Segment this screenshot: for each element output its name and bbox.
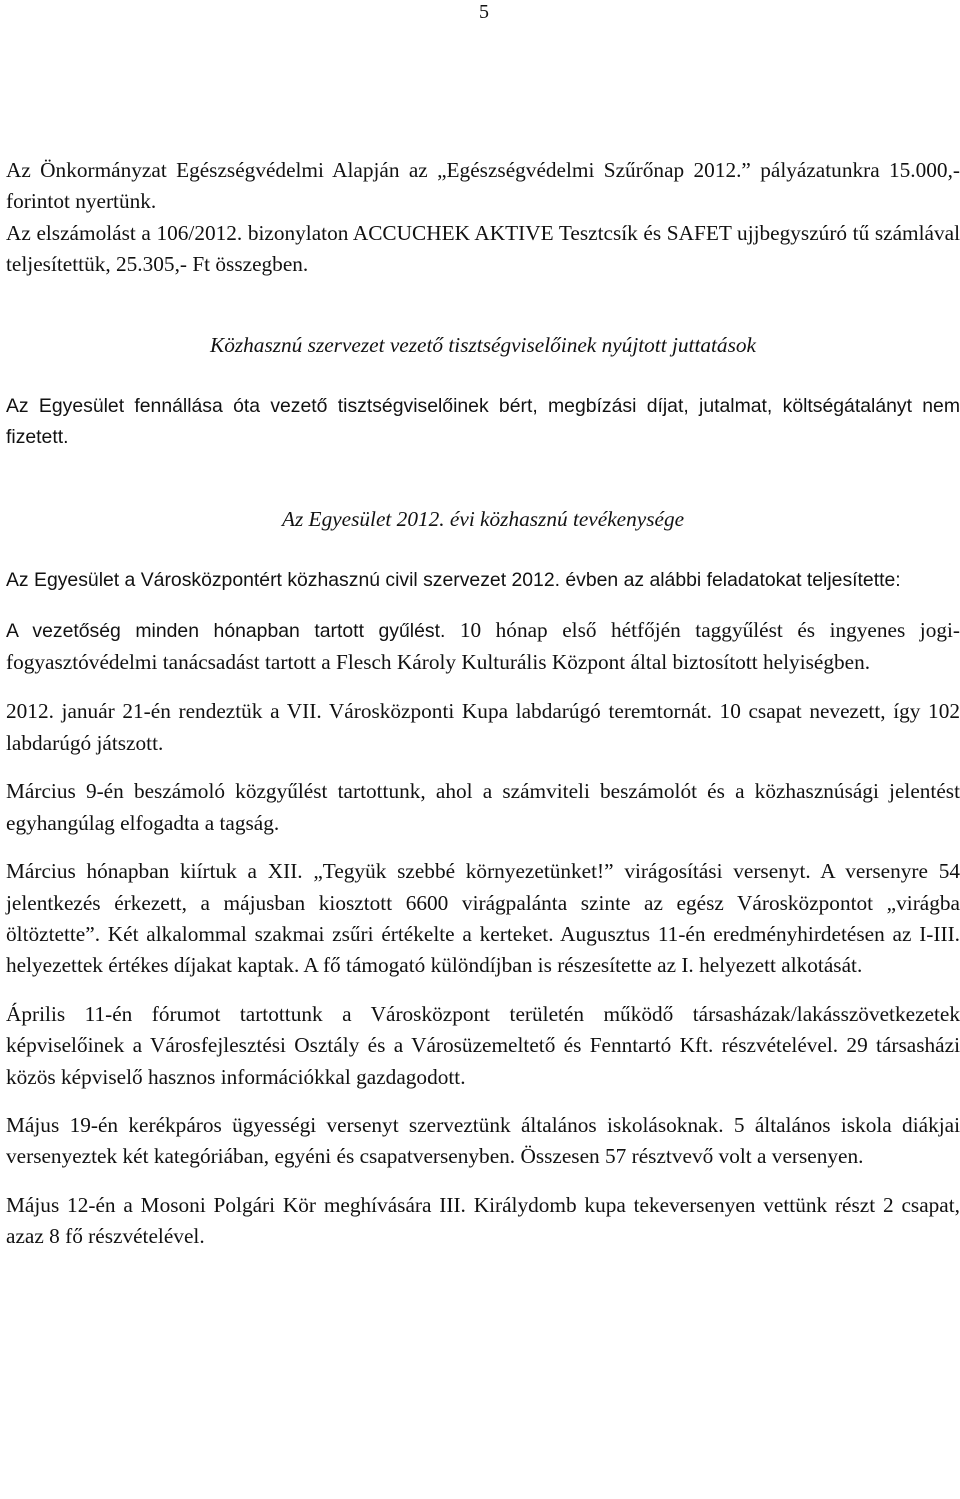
activity-meetings-lead: A vezetőség minden hónapban tartott gyűlést. <box>6 619 446 642</box>
activity-paragraph-bicycle-contest: Május 19-én kerékpáros ügyességi versenyt szerveztünk általános iskolásoknak. 5 általános iskola diákjai versenyeztek két kategóriában, egyéni és csapatversenyben. Összesen 57 résztvevő volt a versenyen. <box>6 1112 960 1169</box>
activities-intro-paragraph: Az Egyesület a Városközpontért közhasznú civil szervezet 2012. évben az alábbi feladatokat teljesítette: <box>6 569 901 592</box>
page-number: 5 <box>479 1 489 23</box>
activity-paragraph-bowling: Május 12-én a Mosoni Polgári Kör meghívására III. Királydomb kupa tekeversenyen vettünk részt 2 csapat, azaz 8 fő részvételével. <box>6 1192 960 1249</box>
intro-paragraph-1: Az Önkormányzat Egészségvédelmi Alapján az „Egészségvédelmi Szűrőnap 2012.” pályázatunkra 15.000,- forintot nyertünk. <box>6 158 960 214</box>
intro-paragraph-2: Az elszámolást a 106/2012. bizonylaton ACCUCHEK AKTIVE Tesztcsík és SAFET ujjbegyszúró tű számlával teljesítettük, 25.305,- Ft összegben. <box>6 220 960 277</box>
section-heading-benefits: Közhasznú szervezet vezető tisztségviselőinek nyújtott juttatások <box>210 332 756 357</box>
benefits-paragraph: Az Egyesület fennállása óta vezető tisztségviselőinek bért, megbízási díjat, jutalmat, költségátalányt nem fizetett. <box>6 395 960 449</box>
section-heading-activities: Az Egyesület 2012. évi közhasznú tevékenysége <box>281 506 685 531</box>
activity-paragraph-meetings <box>6 615 960 679</box>
activity-paragraph-flower-contest: Március hónapban kiírtuk a XII. „Tegyük szebbé környezetünket!” virágosítási versenyt. A versenyre 54 jelentkezés érkezett, a májusban kiosztott 6600 virágpalánta szinte az egész Városközpontot „virágba öltöztette”. Két alkalommal szakmai zsűri értékelte a kerteket. Augusztus 11-én eredményhirdetésen az I-III. helyezettek értékes díjakat kaptak. A fő támogató különdíjban is részesítette az I. helyezett alkotását. <box>6 859 960 978</box>
activity-paragraph-general-assembly: Március 9-én beszámoló közgyűlést tartottunk, ahol a számviteli beszámolót és a közhasznúsági jelentést egyhangúlag elfogadta a tagság. <box>6 779 960 835</box>
activity-paragraph-forum: Április 11-én fórumot tartottunk a Városközpont területén működő társasházak/lakásszövetkezetek képviselőinek a Városfejlesztési Osztály és a Városüzemeltető és Fenntartó Kft. részvételével. 29 társasházi közös képviselő hasznos információkkal gazdagodott. <box>6 1001 960 1089</box>
activity-paragraph-football: 2012. január 21-én rendeztük a VII. Városközponti Kupa labdarúgó teremtornát. 10 csapat nevezett, így 102 labdarúgó játszott. <box>6 699 960 755</box>
activity-meetings-rest: 10 hónap első hétfőjén taggyűlést és ingyenes jogi-fogyasztóvédelmi tanácsadást tartott a Flesch Károly Kulturális Központ által biztosított helyiségben. <box>6 617 960 675</box>
document-body <box>6 155 960 1253</box>
